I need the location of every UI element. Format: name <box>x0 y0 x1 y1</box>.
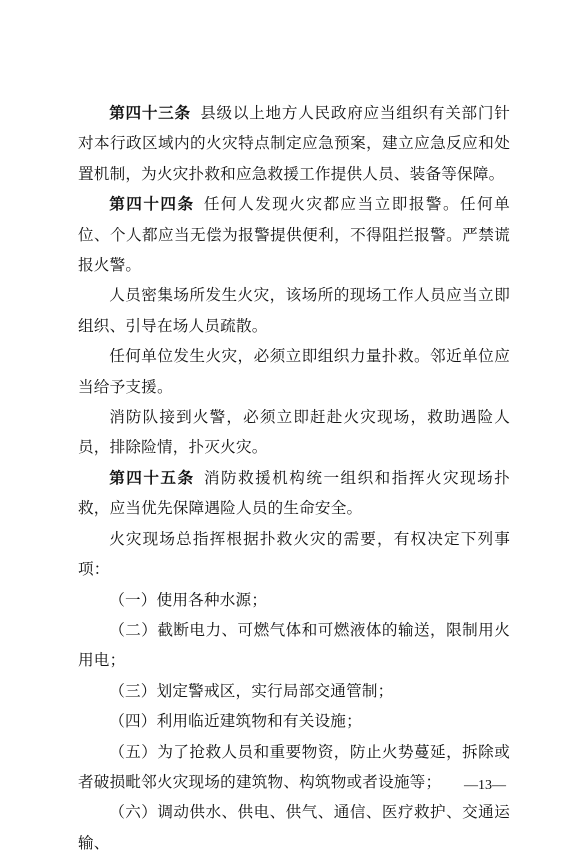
list-item: （五）为了抢救人员和重要物资，防止火势蔓延，拆除或者破损毗邻火灾现场的建筑物、构筑物或者设施等； <box>78 742 510 791</box>
list-item: （四）利用临近建筑物和有关设施； <box>109 712 362 731</box>
document-body <box>78 98 510 858</box>
paragraph: 消防队接到火警，必须立即赶赴火灾现场，救助遇险人员，排除险情，扑灭火灾。 <box>78 408 510 457</box>
list-item: （二）截断电力、可燃气体和可燃液体的输送，限制用火用电； <box>78 620 510 670</box>
paragraph-art-43 <box>78 98 510 189</box>
paragraph: 任何单位发生火灾，必须立即组织力量扑救。邻近单位应当给予支援。 <box>78 347 510 396</box>
list-item: （一）使用各种水源； <box>109 590 268 609</box>
paragraph-text: 任何人发现火灾都应当立即报警。任何单位、个人都应当无偿为报警提供便利，不得阻拦报警。严禁谎报火警。 <box>78 195 510 275</box>
page-number: —13— <box>464 778 506 793</box>
article-heading: 第四十三条 <box>109 104 191 122</box>
article-heading: 第四十四条 <box>109 195 195 214</box>
article-heading: 第四十五条 <box>109 468 195 487</box>
paragraph-text: 消防救援机构统一组织和指挥火灾现场扑救，应当优先保障遇险人员的生命安全。 <box>78 468 510 518</box>
list-item: （三）划定警戒区，实行局部交通管制； <box>109 681 394 700</box>
paragraph: 人员密集场所发生火灾，该场所的现场工作人员应当立即组织、引导在场人员疏散。 <box>78 286 510 335</box>
paragraph-art-45 <box>78 463 510 524</box>
list-item: （六）调动供水、供电、供气、通信、医疗救护、交通运输、 <box>78 803 510 852</box>
paragraph: 火灾现场总指挥根据扑救火灾的需要，有权决定下列事项： <box>78 529 510 579</box>
paragraph-art-44 <box>78 189 510 280</box>
paragraph-text: 县级以上地方人民政府应当组织有关部门针对本行政区域内的火灾特点制定应急预案，建立应急反应和处置机制，为火灾扑救和应急救援工作提供人员、装备等保障。 <box>78 104 510 183</box>
